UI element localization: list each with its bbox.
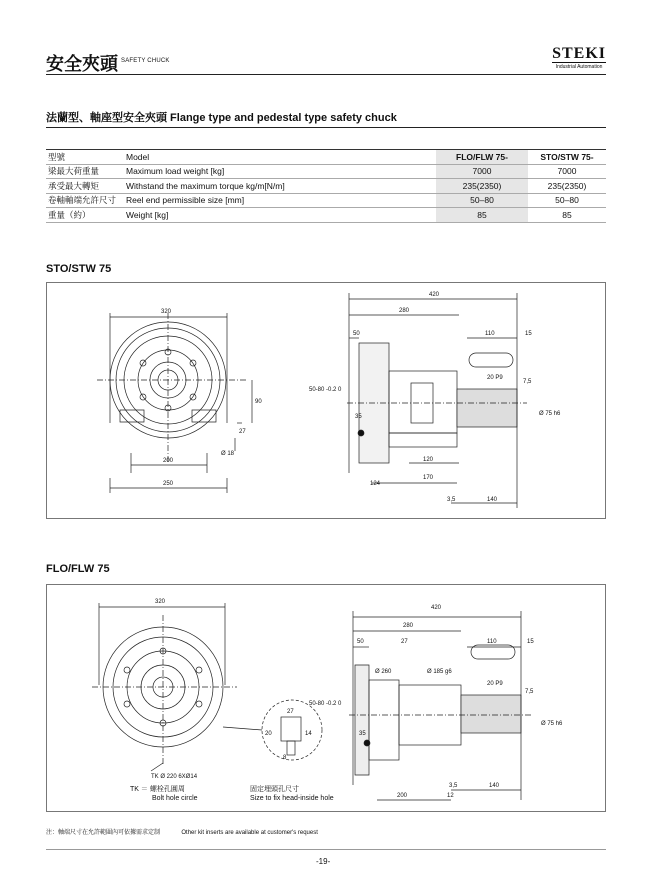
- dim-label: 320: [155, 599, 166, 605]
- caption-line: 固定埋頭孔尺寸: [250, 786, 299, 793]
- dim-label: 90: [255, 399, 262, 405]
- table-cell: 235(2350): [528, 179, 606, 194]
- drawing-label-sto: STO/STW 75: [46, 263, 112, 275]
- dim-label: Ø 75 h6: [541, 721, 563, 727]
- table-cell: 85: [528, 208, 606, 223]
- dim-label: 50: [353, 331, 360, 337]
- dim-label: 110: [487, 639, 497, 645]
- spec-table: [46, 149, 606, 223]
- dim-label: 20 P9: [487, 375, 503, 381]
- dim-label: 3,5: [447, 497, 456, 503]
- table-header-cell: 型號: [46, 150, 124, 165]
- footer-note-en: Other kit inserts are available at customer's request: [181, 830, 318, 836]
- table-cell: 7000: [528, 164, 606, 179]
- dim-label: 420: [431, 605, 442, 611]
- table-row: [46, 179, 606, 194]
- dim-label: 35: [355, 414, 362, 420]
- dim-label: 14: [305, 731, 312, 737]
- dim-label: 420: [429, 292, 440, 298]
- caption-line: TK ＝ 螺栓孔圓周: [130, 786, 185, 793]
- drawing-label-flo: FLO/FLW 75: [46, 563, 110, 575]
- dim-label: 35: [359, 731, 366, 737]
- dim-label: 50-80 -0.2 0: [309, 701, 342, 707]
- dim-label: Ø 260: [375, 669, 392, 675]
- table-cell: 梁最大荷重量: [46, 164, 124, 179]
- page-number: -19-: [316, 857, 331, 866]
- dim-label: 200: [163, 458, 174, 464]
- head-hole-caption: [250, 785, 334, 803]
- table-cell: 卷軸軸端允許尺寸: [46, 193, 124, 208]
- dim-label: 280: [399, 308, 410, 314]
- caption-line: Bolt hole circle: [152, 795, 198, 802]
- table-cell: 50–80: [436, 193, 528, 208]
- dim-label: Ø 75 h6: [539, 411, 561, 417]
- dim-label: 20 P9: [487, 681, 503, 687]
- dim-label: 7,5: [525, 689, 534, 695]
- table-cell: Reel end permissible size [mm]: [124, 193, 436, 208]
- table-cell: 7000: [436, 164, 528, 179]
- table-cell: 85: [436, 208, 528, 223]
- section-rule: [46, 127, 606, 128]
- table-header-row: [46, 150, 606, 165]
- table-row: [46, 193, 606, 208]
- drawing-sto-frame: [46, 282, 606, 519]
- section-title: 法蘭型、軸座型安全夾頭 Flange type and pedestal type safety chuck: [46, 112, 397, 124]
- logo-name: STEKI: [552, 45, 606, 62]
- header-rule: [46, 74, 606, 75]
- dim-label: 3,5: [449, 783, 458, 789]
- dim-label: 250: [163, 481, 174, 487]
- page-subtitle: SAFETY CHUCK: [121, 58, 170, 64]
- dim-label: 110: [485, 331, 495, 337]
- dim-label: TK Ø 220 6XØ14: [151, 774, 198, 780]
- caption-line: Size to fix head-inside hole: [250, 795, 334, 802]
- bolt-circle-caption: [130, 785, 198, 803]
- table-header-cell: Model: [124, 150, 436, 165]
- dim-label: 27: [401, 639, 408, 645]
- table-cell: Maximum load weight [kg]: [124, 164, 436, 179]
- dim-label: Ø 185 g6: [427, 669, 452, 675]
- dim-label: 15: [525, 331, 532, 337]
- dim-label: 320: [161, 309, 172, 315]
- table-row: [46, 208, 606, 223]
- dim-label: 12: [447, 793, 454, 799]
- dim-label: Ø 18: [221, 451, 235, 457]
- drawing-flo-frame: [46, 584, 606, 812]
- brand-logo: [552, 46, 606, 70]
- dim-label: 50: [357, 639, 364, 645]
- dim-label: 27: [287, 709, 294, 715]
- table-cell: Weight [kg]: [124, 208, 436, 223]
- dim-label: 15: [527, 639, 534, 645]
- table-cell: 50–80: [528, 193, 606, 208]
- drawing-sto: [47, 283, 605, 518]
- dim-label: 280: [403, 623, 414, 629]
- footer-rule: [46, 849, 606, 850]
- footer-note: [46, 827, 318, 836]
- dim-label: 200: [397, 793, 408, 799]
- dim-label: 140: [489, 783, 500, 789]
- dim-label: 27: [239, 429, 246, 435]
- dim-label: 124: [370, 481, 381, 487]
- footer-note-zh: 注：軸端尺寸在允許範圍內可依據需求定制: [46, 830, 161, 836]
- table-row: [46, 164, 606, 179]
- logo-tagline: Industrial Automation: [555, 64, 603, 70]
- table-header-cell: FLO/FLW 75-: [436, 150, 528, 165]
- dim-label: 170: [423, 475, 434, 481]
- table-header-cell: STO/STW 75-: [528, 150, 606, 165]
- dim-label: 140: [487, 497, 498, 503]
- table-cell: 重量（約）: [46, 208, 124, 223]
- table-cell: 承受最大轉矩: [46, 179, 124, 194]
- dim-label: 7,5: [523, 379, 532, 385]
- dim-label: 50-80 -0.2 0: [309, 387, 342, 393]
- table-cell: 235(2350): [436, 179, 528, 194]
- dim-label: 8: [283, 755, 287, 761]
- page-title: 安全夾頭: [46, 54, 118, 75]
- dim-label: 20: [265, 731, 272, 737]
- dim-label: 120: [423, 457, 434, 463]
- drawing-flo: [47, 585, 605, 811]
- table-cell: Withstand the maximum torque kg/m[N/m]: [124, 179, 436, 194]
